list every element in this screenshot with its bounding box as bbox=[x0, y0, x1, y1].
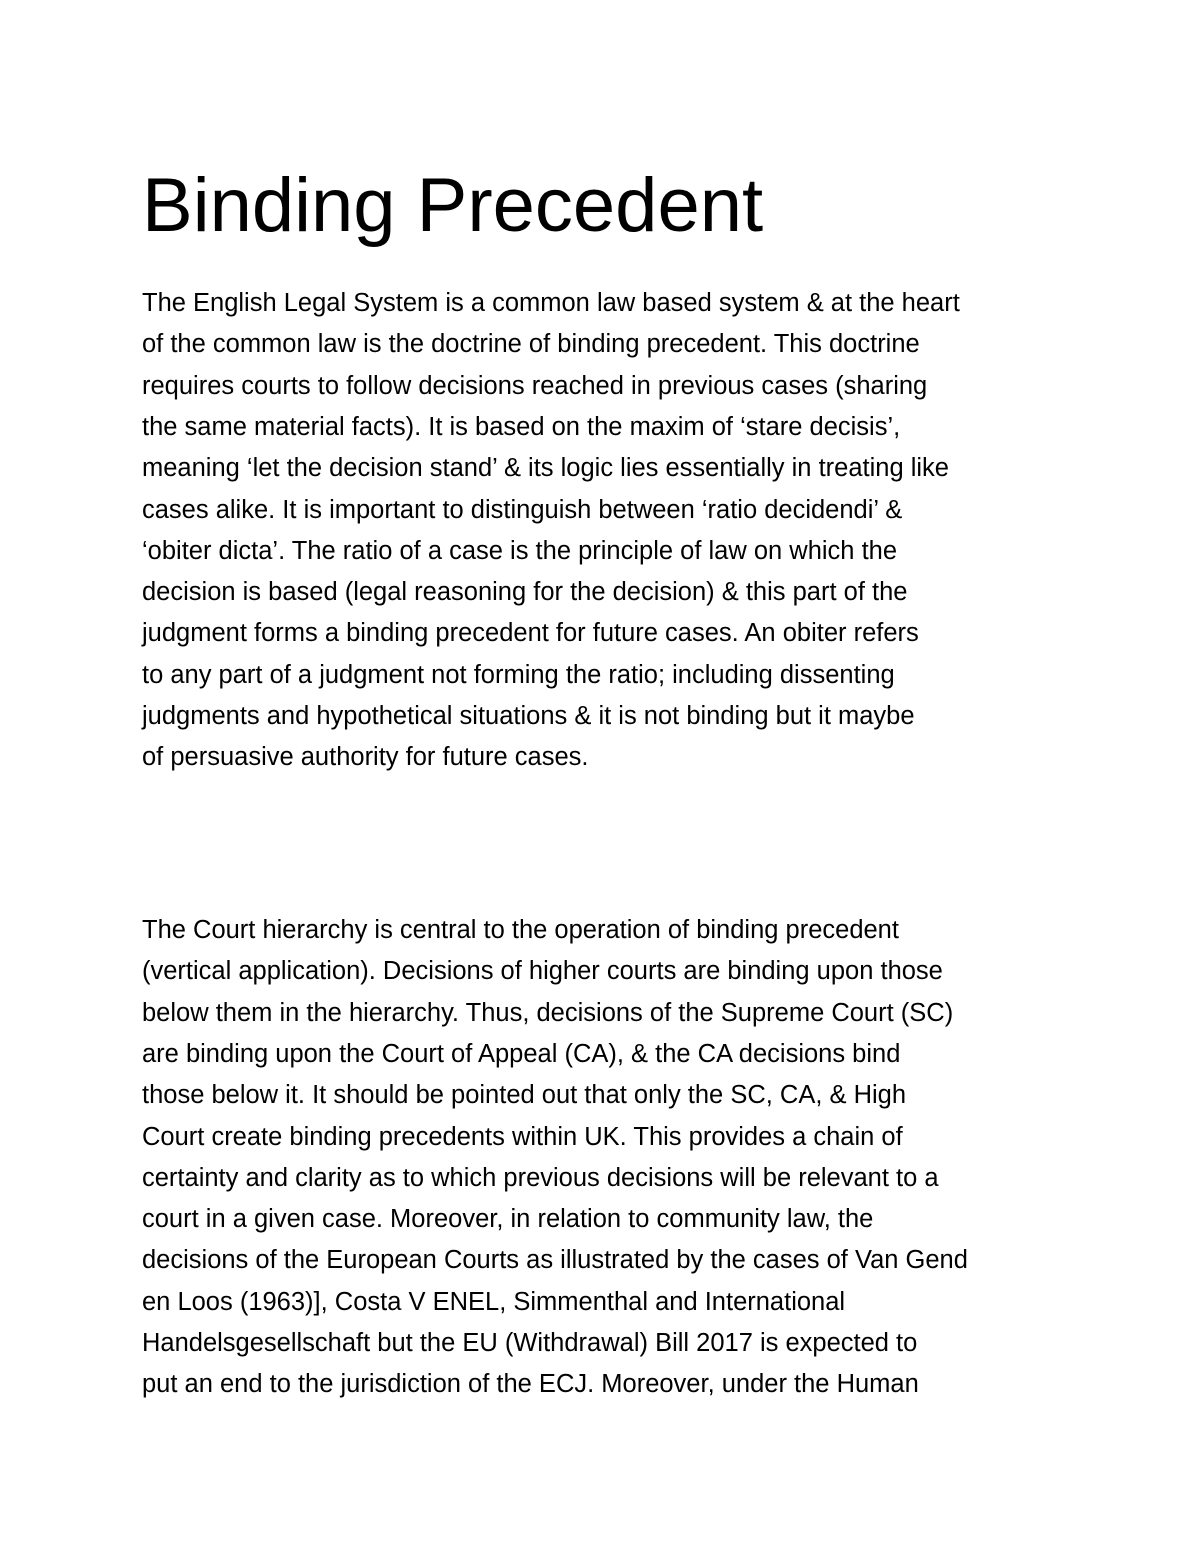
paragraph-line: put an end to the jurisdiction of the ECJ. Moreover, under the Human bbox=[142, 1370, 919, 1399]
paragraph-line: the same material facts). It is based on the maxim of ‘stare decisis’, bbox=[142, 412, 901, 441]
paragraph-line: of persuasive authority for future cases. bbox=[142, 743, 589, 772]
paragraph-line: below them in the hierarchy. Thus, decisions of the Supreme Court (SC) bbox=[142, 998, 954, 1027]
paragraph-line: cases alike. It is important to distinguish between ‘ratio decidendi’ & bbox=[142, 495, 903, 524]
paragraph-line: requires courts to follow decisions reached in previous cases (sharing bbox=[142, 371, 928, 400]
paragraph-line: those below it. It should be pointed out that only the SC, CA, & High bbox=[142, 1081, 907, 1110]
paragraph-line: court in a given case. Moreover, in relation to community law, the bbox=[142, 1205, 874, 1234]
paragraph-line: of the common law is the doctrine of binding precedent. This doctrine bbox=[142, 330, 920, 359]
paragraph-line: The English Legal System is a common law based system & at the heart bbox=[142, 289, 960, 317]
page-title: Binding Precedent bbox=[142, 163, 764, 248]
paragraph-line: en Loos (1963)], Costa V ENEL, Simmenthal and International bbox=[142, 1287, 846, 1316]
paragraph-line: are binding upon the Court of Appeal (CA), & the CA decisions bind bbox=[142, 1039, 901, 1068]
paragraph-line: judgment forms a binding precedent for future cases. An obiter refers bbox=[142, 619, 919, 648]
paragraph-line: certainty and clarity as to which previous decisions will be relevant to a bbox=[142, 1163, 939, 1192]
paragraph-line: Court create binding precedents within UK. This provides a chain of bbox=[142, 1122, 903, 1151]
paragraph-line: decisions of the European Courts as illustrated by the cases of Van Gend bbox=[142, 1246, 968, 1275]
paragraph-line: The Court hierarchy is central to the operation of binding precedent bbox=[142, 916, 899, 944]
paragraph-line: judgments and hypothetical situations & it is not binding but it maybe bbox=[142, 702, 915, 730]
paragraph-line: Handelsgesellschaft but the EU (Withdrawal) Bill 2017 is expected to bbox=[142, 1329, 918, 1357]
paragraph-line: ‘obiter dicta’. The ratio of a case is the principle of law on which the bbox=[142, 536, 898, 565]
paragraph-line: (vertical application). Decisions of higher courts are binding upon those bbox=[142, 957, 943, 986]
paragraph-line: decision is based (legal reasoning for the decision) & this part of the bbox=[142, 578, 908, 607]
paragraph-line: to any part of a judgment not forming the ratio; including dissenting bbox=[142, 660, 895, 689]
paragraph-line: meaning ‘let the decision stand’ & its logic lies essentially in treating like bbox=[142, 454, 949, 483]
